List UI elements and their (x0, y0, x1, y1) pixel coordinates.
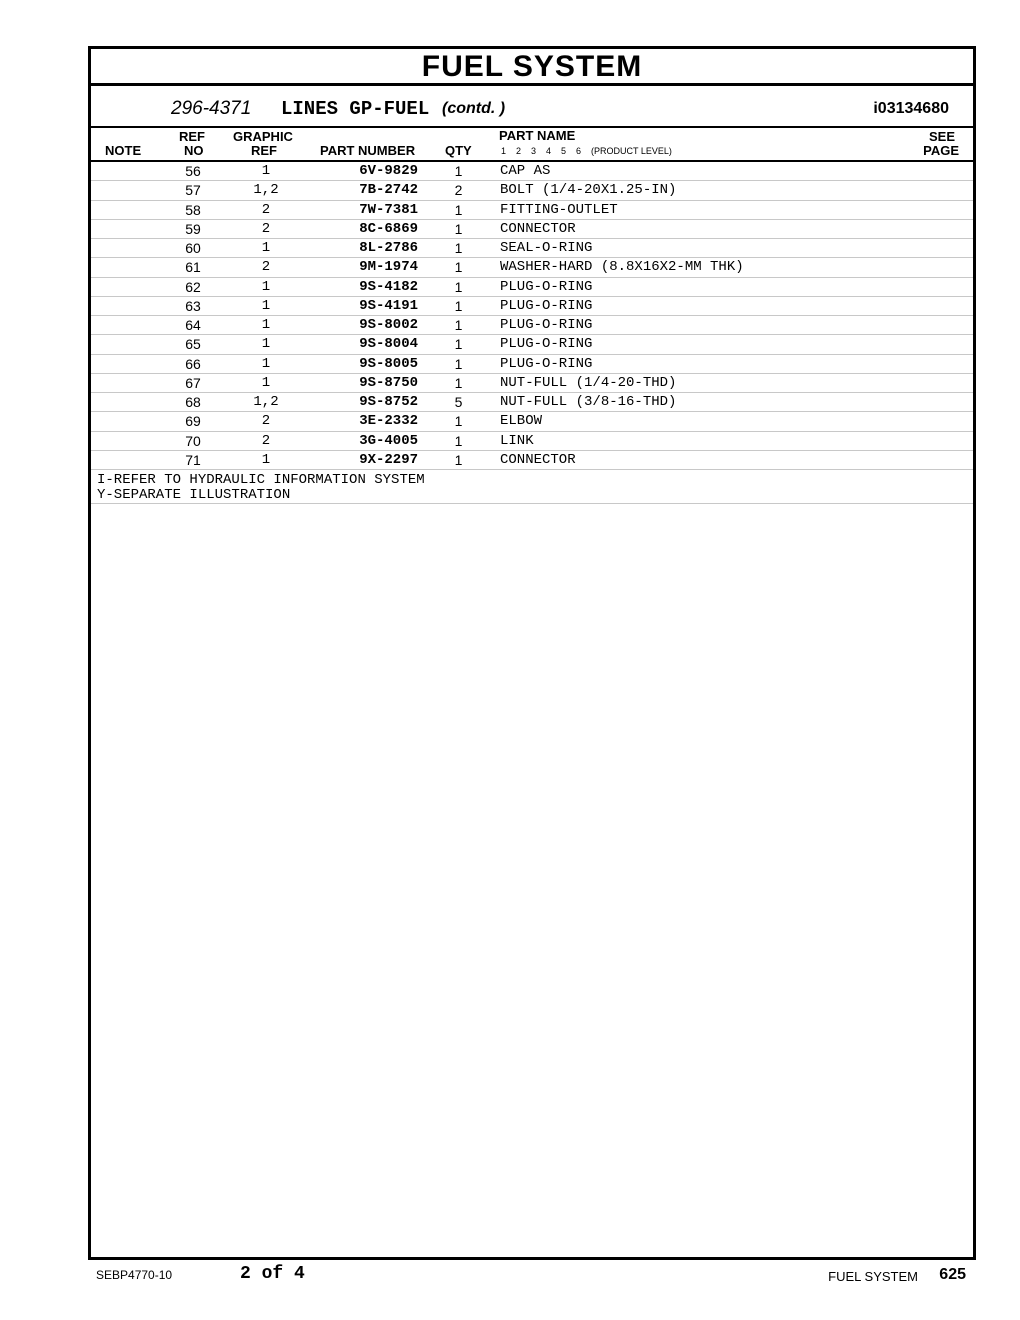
table-row (91, 201, 973, 220)
ref-no-cell: 61 (185, 259, 201, 276)
ref-no-cell: 56 (185, 163, 201, 179)
parts-list-frame (88, 46, 976, 1260)
table-row (91, 335, 973, 354)
note-line: I-REFER TO HYDRAULIC INFORMATION SYSTEM (97, 472, 425, 488)
ref-no-cell: 69 (185, 413, 201, 430)
table-row (91, 162, 973, 181)
qty-cell: 1 (454, 413, 463, 430)
see-header-top: SEE (928, 129, 955, 144)
part-number-header: PART NUMBER (320, 143, 416, 158)
part-name-cell: FITTING-OUTLET (500, 201, 618, 218)
column-headers (91, 128, 973, 162)
parts-table (91, 162, 973, 470)
ref-no-cell: 62 (185, 278, 201, 295)
note-header: NOTE (105, 143, 142, 158)
qty-cell: 1 (454, 220, 463, 237)
part-name-cell: SEAL-O-RING (500, 240, 593, 256)
part-name-cell: PLUG-O-RING (500, 317, 593, 333)
page-title: FUEL SYSTEM (91, 49, 973, 86)
graphic-ref-cell: 1 (261, 336, 271, 353)
ref-no-cell: 70 (185, 432, 201, 449)
graphic-ref-cell: 2 (261, 259, 271, 276)
qty-cell: 1 (454, 240, 463, 256)
qty-header: QTY (445, 143, 472, 158)
part-number-cell: 3G-4005 (359, 432, 418, 449)
part-number-cell: 3E-2332 (359, 413, 418, 430)
part-name-cell: WASHER-HARD (8.8X16X2-MM THK) (500, 259, 744, 276)
qty-cell: 1 (454, 163, 463, 179)
table-row (91, 316, 973, 335)
part-name-header: PART NAME (499, 128, 576, 143)
ref-no-cell: 65 (185, 336, 201, 353)
part-number-cell: 9S-8750 (359, 374, 418, 391)
qty-cell: 1 (454, 201, 463, 218)
part-number-cell: 9S-4191 (359, 297, 418, 314)
part-number-cell: 9M-1974 (359, 259, 418, 276)
see-header-bottom: PAGE (923, 143, 959, 158)
qty-cell: 1 (454, 278, 463, 295)
table-row (91, 451, 973, 470)
group-header (91, 86, 973, 128)
graphic-ref-cell: 1 (261, 297, 271, 314)
graphic-ref-cell: 2 (261, 432, 271, 449)
group-contd: (contd. ) (442, 100, 506, 117)
ref-header-top: REF (179, 129, 205, 144)
graphic-header-top: GRAPHIC (233, 129, 293, 144)
part-name-cell: NUT-FULL (1/4-20-THD) (500, 374, 677, 391)
part-name-cell: NUT-FULL (3/8-16-THD) (500, 394, 677, 410)
footer-page-number: 625 (939, 1266, 966, 1283)
part-number-cell: 8C-6869 (359, 220, 418, 237)
qty-cell: 1 (454, 374, 463, 391)
product-level-header: 1 2 3 4 5 6 (PRODUCT LEVEL) (501, 146, 672, 156)
qty-cell: 5 (454, 394, 463, 410)
graphic-ref-cell: 2 (261, 220, 271, 237)
ref-no-cell: 60 (185, 240, 201, 256)
qty-cell: 1 (454, 432, 463, 449)
graphic-ref-cell: 2 (261, 413, 271, 430)
part-number-cell: 9S-8005 (359, 355, 418, 372)
part-number-cell: 9S-8004 (359, 336, 418, 353)
part-number-cell: 9S-4182 (359, 278, 418, 295)
table-row (91, 181, 973, 200)
table-row (91, 432, 973, 451)
graphic-ref-cell: 1 (261, 163, 271, 179)
table-row (91, 393, 973, 412)
ref-no-cell: 63 (185, 297, 201, 314)
table-row (91, 355, 973, 374)
qty-cell: 1 (454, 451, 463, 468)
qty-cell: 1 (454, 317, 463, 333)
part-name-cell: PLUG-O-RING (500, 278, 593, 295)
table-row (91, 239, 973, 258)
table-row (91, 258, 973, 277)
part-name-cell: LINK (500, 432, 534, 449)
graphic-ref-cell: 1 (261, 374, 271, 391)
qty-cell: 1 (454, 297, 463, 314)
qty-cell: 1 (454, 259, 463, 276)
graphic-header-bottom: REF (251, 143, 277, 158)
ref-header-bottom: NO (184, 143, 204, 158)
graphic-ref-cell: 1,2 (253, 394, 279, 410)
footer-page-of: 2 of 4 (240, 1264, 305, 1284)
part-name-cell: ELBOW (500, 413, 543, 430)
group-number: 296-4371 (171, 98, 252, 119)
qty-cell: 2 (454, 182, 463, 199)
part-name-cell: BOLT (1/4-20X1.25-IN) (500, 182, 677, 199)
ref-no-cell: 64 (185, 317, 201, 333)
table-row (91, 220, 973, 239)
ref-no-cell: 67 (185, 374, 201, 391)
table-row (91, 374, 973, 393)
part-name-cell: CONNECTOR (500, 220, 576, 237)
group-id: i03134680 (873, 100, 949, 117)
graphic-ref-cell: 1 (261, 355, 271, 372)
qty-cell: 1 (454, 355, 463, 372)
table-row (91, 412, 973, 431)
graphic-ref-cell: 1 (261, 317, 271, 333)
part-name-cell: PLUG-O-RING (500, 297, 593, 314)
part-number-cell: 9S-8752 (359, 394, 418, 410)
ref-no-cell: 71 (185, 451, 201, 468)
note-line: Y-SEPARATE ILLUSTRATION (97, 487, 291, 503)
ref-no-cell: 59 (185, 220, 201, 237)
part-name-cell: PLUG-O-RING (500, 355, 593, 372)
part-name-cell: CAP AS (500, 163, 551, 179)
graphic-ref-cell: 1,2 (253, 182, 279, 199)
part-number-cell: 7W-7381 (359, 201, 418, 218)
ref-no-cell: 57 (185, 182, 201, 199)
notes-block (91, 470, 973, 504)
page-footer (88, 1262, 970, 1292)
ref-no-cell: 58 (185, 201, 201, 218)
part-number-cell: 8L-2786 (359, 240, 418, 256)
graphic-ref-cell: 2 (261, 201, 271, 218)
group-name: LINES GP-FUEL (281, 98, 430, 120)
graphic-ref-cell: 1 (261, 240, 271, 256)
part-name-cell: PLUG-O-RING (500, 336, 593, 353)
ref-no-cell: 66 (185, 355, 201, 372)
table-row (91, 297, 973, 316)
graphic-ref-cell: 1 (261, 451, 271, 468)
part-name-cell: CONNECTOR (500, 451, 576, 468)
ref-no-cell: 68 (185, 394, 201, 410)
part-number-cell: 6V-9829 (359, 163, 418, 179)
table-row (91, 278, 973, 297)
part-number-cell: 9X-2297 (359, 451, 418, 468)
footer-section: FUEL SYSTEM (828, 1269, 918, 1284)
part-number-cell: 7B-2742 (359, 182, 418, 199)
footer-doc-id: SEBP4770-10 (96, 1268, 173, 1282)
graphic-ref-cell: 1 (261, 278, 271, 295)
part-number-cell: 9S-8002 (359, 317, 418, 333)
qty-cell: 1 (454, 336, 463, 353)
